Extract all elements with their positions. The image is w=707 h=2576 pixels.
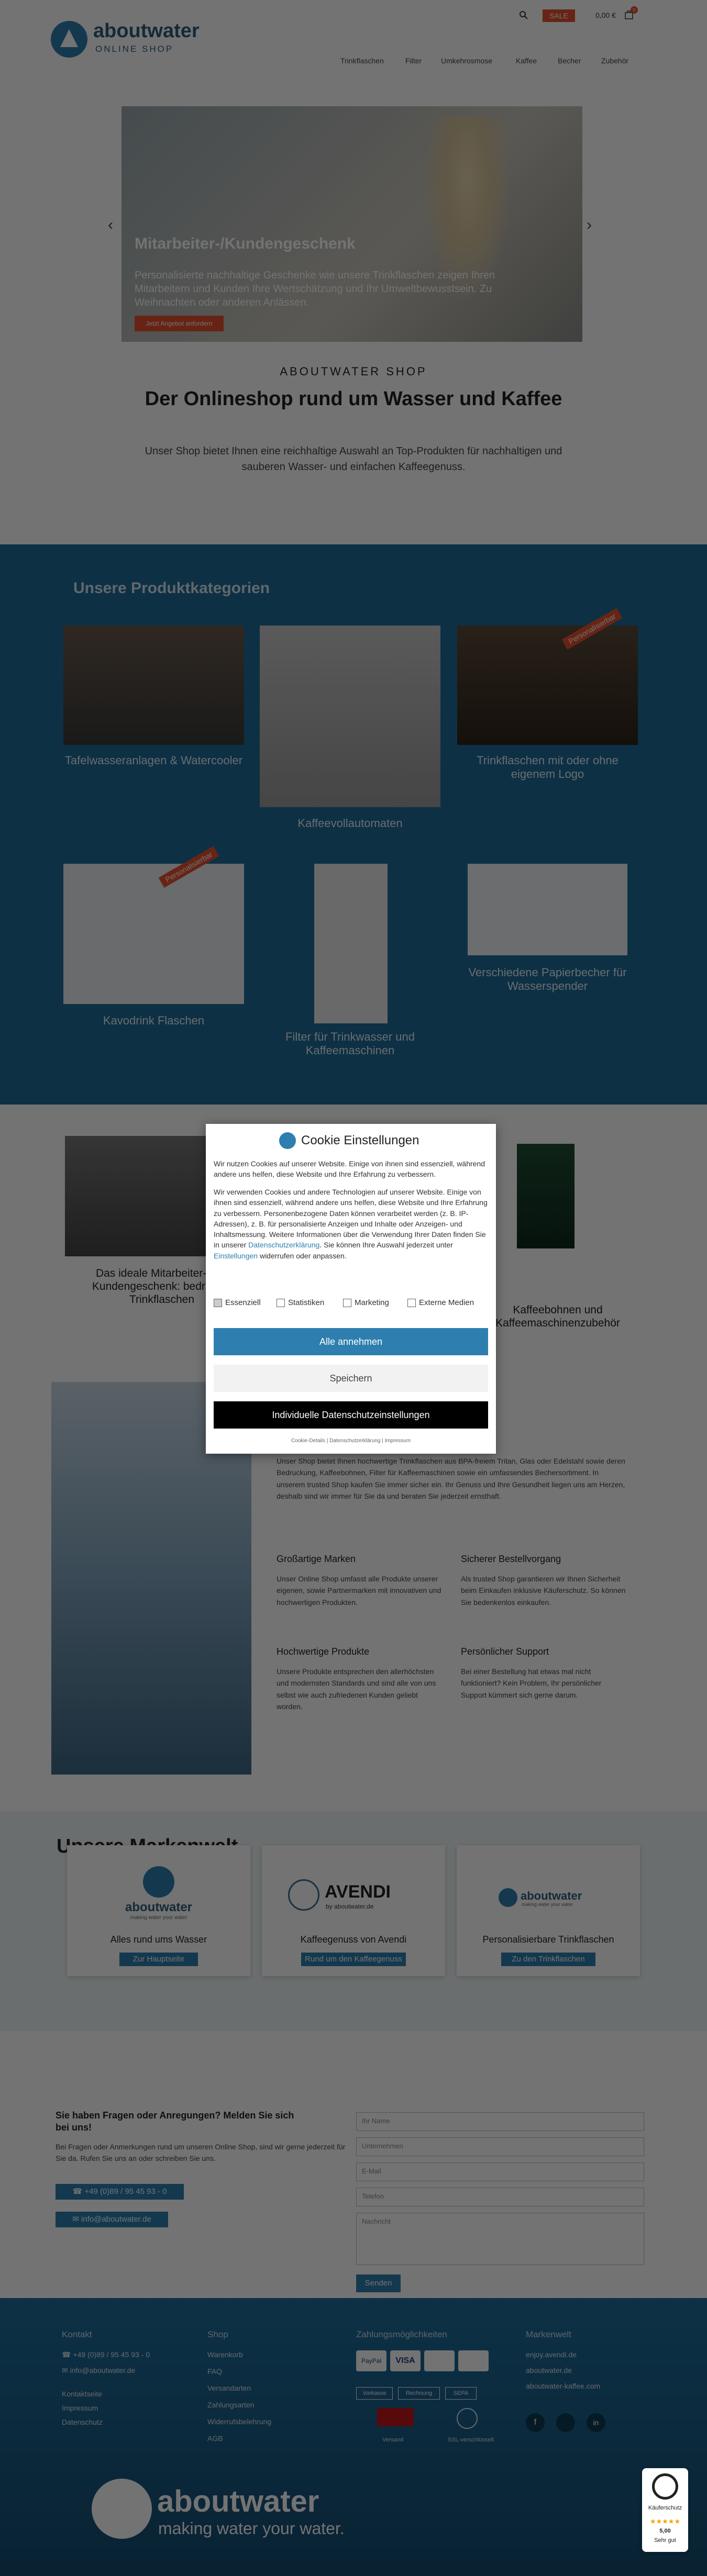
privacy-policy-link[interactable]: Datenschutzerklärung (248, 1241, 320, 1250)
trusted-shops-badge[interactable] (642, 2468, 688, 2552)
trusted-shops-logo-icon (652, 2473, 678, 2500)
trust-rating-text: Sehr gut (654, 2537, 676, 2544)
cookie-title: Cookie Einstellungen (301, 1133, 419, 1147)
cookie-modal (206, 1124, 496, 1454)
accept-all-button[interactable]: Alle annehmen (214, 1328, 488, 1355)
cookie-logo-icon (279, 1132, 296, 1149)
save-button[interactable]: Speichern (214, 1365, 488, 1392)
trust-label: Käuferschutz (648, 2505, 682, 2511)
checkbox-marketing[interactable]: Marketing (343, 1298, 389, 1307)
cookie-details-link[interactable]: Cookie-Details (291, 1438, 325, 1444)
star-rating-icon: ★★★★★ (649, 2517, 681, 2525)
individual-settings-button[interactable]: Individuelle Datenschutzeinstellungen (214, 1401, 488, 1429)
cookie-intro-text: Wir nutzen Cookies auf unserer Website. Einige von ihnen sind essenziell, während andere uns helfen, diese Website und Ihre Erfahrung zu verbessern. (214, 1159, 485, 1179)
trust-score: 5,00 (659, 2528, 671, 2534)
cookie-footer-links: Cookie-Details | Datenschutzerklärung | Impressum (291, 1438, 411, 1444)
cookie-imprint-link[interactable]: Impressum (384, 1438, 411, 1444)
checkbox-essenziell[interactable]: Essenziell (214, 1298, 261, 1307)
checkbox-checked-icon (214, 1299, 222, 1307)
settings-link[interactable]: Einstellungen (214, 1251, 258, 1260)
checkbox-statistiken[interactable]: Statistiken (277, 1298, 324, 1307)
cookie-detail-text: Wir verwenden Cookies und andere Technologien auf unserer Website. Einige von ihnen sind essenziell, während andere uns helfen, diese Website und Ihre Erfahrung zu verbessern. Personenbezogene Daten können verarbeitet werden (z. B. IP-Adressen), z. B. für personalisierte Anzeigen und Inhalte oder Anzeigen- und Inhaltsmessung. Weitere Informationen über die Verwendung Ihrer Daten finden Sie in unserer Datenschutzerklärung. Sie können Ihre Auswahl jederzeit unter Einstellungen widerrufen oder anpassen. (214, 1188, 488, 1260)
cookie-privacy-link[interactable]: Datenschutzerklärung (329, 1438, 381, 1444)
checkbox-externe-medien[interactable]: Externe Medien (407, 1298, 474, 1307)
